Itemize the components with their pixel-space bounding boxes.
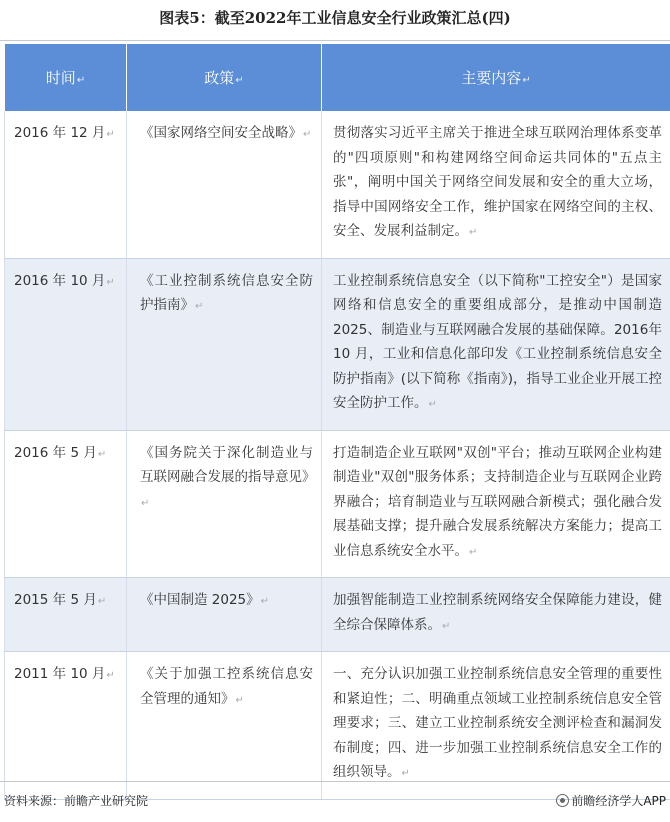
page-title: 图表5：截至2022年工业信息安全行业政策汇总(四) [0, 8, 670, 28]
cell-content: 工业控制系统信息安全（以下简称"工控安全"）是国家网络和信息安全的重要组成部分，是推动中国制造2025、制造业与互联网融合发展的基础保障。2016年 10 月，工业和信息化部印发《工业控制系统信息安全防护指南》(以下简称《指南》)，指导工业企业开展工控安全防护工作。↵ [322, 258, 670, 430]
policy-table [4, 44, 670, 800]
paragraph-mark: ↵ [442, 621, 450, 632]
paragraph-mark: ↵ [141, 498, 149, 509]
cell-time: 2016 年 5 月↵ [5, 430, 127, 578]
paragraph-mark: ↵ [235, 75, 243, 86]
cell-time: 2016 年 12 月↵ [5, 111, 127, 258]
brand-logo-icon [556, 794, 569, 807]
cell-policy: 《国家网络空间安全战略》↵ [127, 111, 322, 258]
cell-content: 打造制造企业互联网"双创"平台；推动互联网企业构建制造业"双创"服务体系；支持制造企业与互联网企业跨界融合；培育制造业与互联网融合新模式；强化融合发展基础支撑；提升融合发展系统解决方案能力；提高工业信息系统安全水平。↵ [322, 430, 670, 578]
paragraph-mark: ↵ [429, 399, 437, 410]
paragraph-mark: ↵ [77, 75, 85, 86]
paragraph-mark: ↵ [106, 277, 114, 288]
paragraph-mark: ↵ [106, 670, 114, 681]
paragraph-mark: ↵ [469, 227, 477, 238]
cell-policy: 《工业控制系统信息安全防护指南》↵ [127, 258, 322, 430]
column-header-content: 主要内容↵ [322, 44, 670, 111]
table-row [5, 652, 670, 800]
column-header-time: 时间↵ [5, 44, 127, 111]
paragraph-mark: ↵ [522, 75, 530, 86]
table-row [5, 578, 670, 652]
paragraph-mark: ↵ [106, 129, 114, 140]
brand-name: 前瞻经济学人APP [571, 794, 666, 808]
cell-policy: 《国务院关于深化制造业与互联网融合发展的指导意见》↵ [127, 430, 322, 578]
paragraph-mark: ↵ [402, 768, 410, 779]
cell-content: 贯彻落实习近平主席关于推进全球互联网治理体系变革的"四项原则"和构建网络空间命运共同体的"五点主张"，阐明中国关于网络空间发展和安全的重大立场，指导中国网络安全工作，维护国家在网络空间的主权、安全、发展利益制定。↵ [322, 111, 670, 258]
brand-credit [556, 792, 666, 809]
column-header-policy: 政策↵ [127, 44, 322, 111]
paragraph-mark: ↵ [469, 547, 477, 558]
paragraph-mark: ↵ [303, 129, 311, 140]
table-header-row [5, 44, 670, 111]
cell-policy: 《中国制造 2025》↵ [127, 578, 322, 652]
cell-time: 2016 年 10 月↵ [5, 258, 127, 430]
paragraph-mark: ↵ [98, 449, 106, 460]
table-row [5, 111, 670, 258]
cell-time: 2011 年 10 月↵ [5, 652, 127, 800]
cell-content: 加强智能制造工业控制系统网络安全保障能力建设，健全综合保障体系。↵ [322, 578, 670, 652]
cell-policy: 《关于加强工控系统信息安全管理的通知》↵ [127, 652, 322, 800]
footer [0, 781, 670, 822]
title-divider [0, 40, 670, 41]
table-row [5, 430, 670, 578]
cell-content: 一、充分认识加强工业控制系统信息安全管理的重要性和紧迫性；二、明确重点领域工业控制系统信息安全管理要求；三、建立工业控制系统安全测评检查和漏洞发布制度；四、进一步加强工业控制系统信息安全工作的组织领导。↵ [322, 652, 670, 800]
paragraph-mark: ↵ [98, 596, 106, 607]
cell-time: 2015 年 5 月↵ [5, 578, 127, 652]
source-note: 资料来源：前瞻产业研究院 [4, 792, 148, 809]
paragraph-mark: ↵ [195, 301, 203, 312]
paragraph-mark: ↵ [261, 596, 269, 607]
table-row [5, 258, 670, 430]
paragraph-mark: ↵ [236, 695, 244, 706]
